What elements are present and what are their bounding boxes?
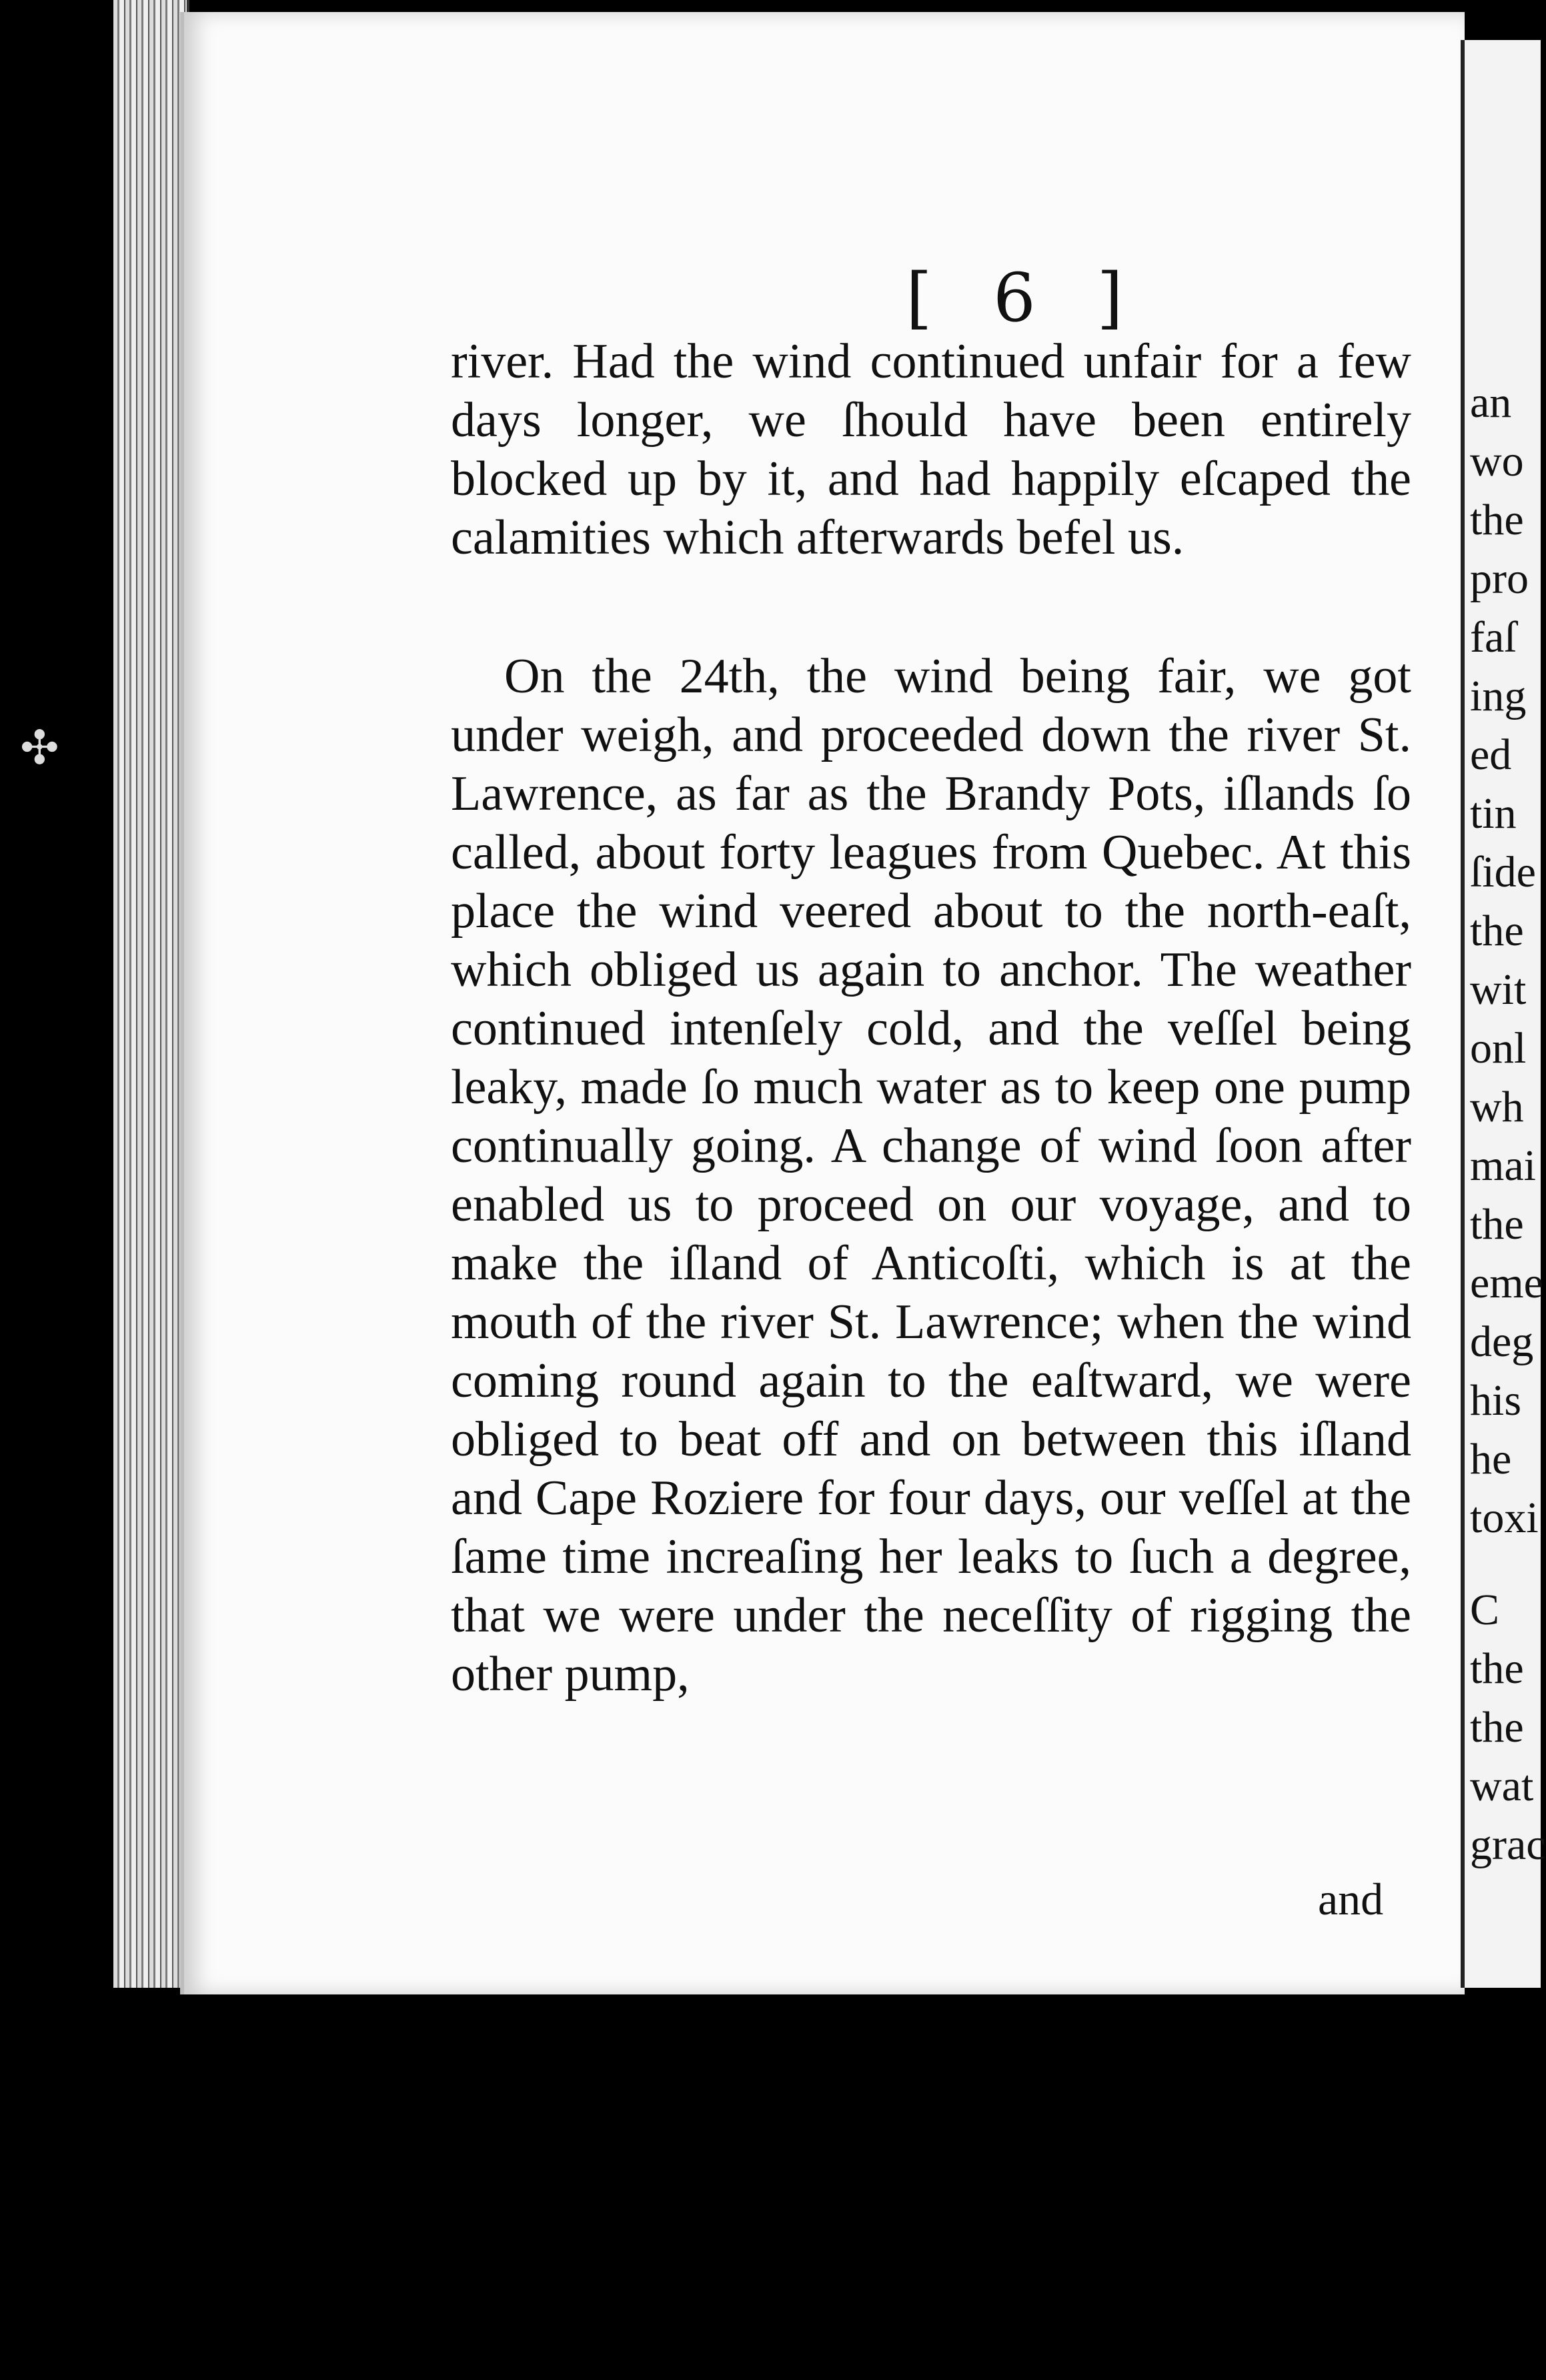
facing-line: wat <box>1470 1762 1534 1810</box>
facing-line: tin <box>1470 789 1517 838</box>
facing-line: wh <box>1470 1083 1524 1131</box>
facing-line: the <box>1470 1200 1524 1249</box>
page-number-header: [ 6 ] <box>906 259 1143 337</box>
paragraph-1: river. Had the wind continued unfair for a few days longer, we ſhould have been entirely blocked up by it, and had happily eſcaped the calamities which afterwards befel us. <box>451 334 1411 565</box>
facing-line: deg <box>1470 1317 1534 1366</box>
facing-line: grac <box>1470 1820 1546 1869</box>
facing-page-fragment <box>1461 40 1546 1988</box>
page-edge-stack <box>113 0 189 1988</box>
facing-line: ing <box>1470 672 1527 720</box>
facing-line: C <box>1470 1586 1500 1634</box>
catchword: and <box>1318 1874 1384 1924</box>
book-page <box>180 12 1465 1994</box>
facing-line: the <box>1470 1644 1524 1693</box>
facing-line: ſide <box>1470 848 1536 897</box>
facing-line: wo <box>1470 437 1524 486</box>
facing-line: the <box>1470 496 1524 544</box>
paragraph-2: On the 24th, the wind being fair, we got under weigh, and proceeded down the river St. Lawrence, as far as the Brandy Pots, iſlands ſo called, about forty leagues from Quebec. At this place the wind veered about to the north-eaſt, which obliged us again to anchor. The weather continued intenſely cold, and the veſſel being leaky, made ſo much water as to keep one pump continually going. A change of wind ſoon after enabled us to proceed on our voyage, and to make the iſland of Anticoſti, which is at the mouth of the river St. Lawrence; when the wind coming round again to the eaſtward, we were obliged to beat off and on between this iſland and Cape Roziere for four days, our veſſel at the ſame time increaſing her leaks to ſuch a degree, that we were under the neceſſity of rigging the other pump, <box>451 649 1411 1702</box>
facing-line: he <box>1470 1435 1512 1483</box>
facing-page-lines-bottom <box>1465 1581 1546 1874</box>
facing-line: ed <box>1470 730 1512 779</box>
facing-line: eme <box>1470 1259 1543 1307</box>
facing-line: mai <box>1470 1141 1536 1190</box>
scan-artifact: ✣ <box>20 720 59 775</box>
facing-line: onl <box>1470 1024 1527 1073</box>
facing-line: wit <box>1470 965 1527 1014</box>
facing-line: the <box>1470 907 1524 955</box>
facing-page-lines-top <box>1465 374 1543 1548</box>
body-text <box>451 332 1411 1704</box>
facing-line: pro <box>1470 554 1529 603</box>
facing-line: the <box>1470 1703 1524 1752</box>
facing-line: toxi <box>1470 1494 1539 1542</box>
facing-line: an <box>1470 378 1512 427</box>
facing-line: faſ <box>1470 613 1517 662</box>
scan-background <box>0 2001 1537 2380</box>
facing-line: his <box>1470 1376 1522 1425</box>
